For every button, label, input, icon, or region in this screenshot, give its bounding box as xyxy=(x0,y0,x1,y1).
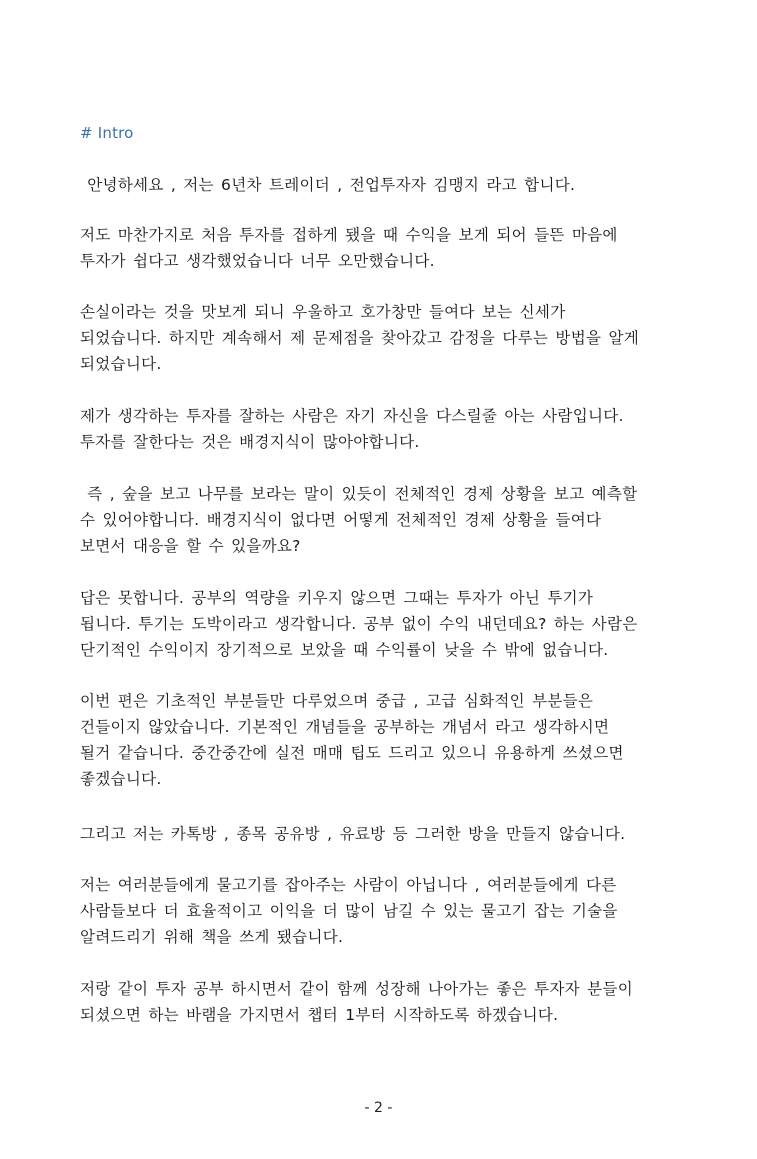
paragraph-closing xyxy=(80,976,700,1028)
text-line: 그리고 저는 카톡방 , 종목 공유방 , 유료방 등 그러한 방을 만들지 않습니다. xyxy=(80,825,626,843)
text-line: 될거 같습니다. 중간중간에 실전 매매 팁도 드리고 있으니 유용하게 쓰셨으면 xyxy=(80,744,624,762)
text-line: 이번 편은 기초적인 부분들만 다루었으며 중급 , 고급 심화적인 부분들은 xyxy=(80,692,594,710)
text-line: 보면서 대응을 할 수 있을까요? xyxy=(80,537,301,555)
text-line: 되었습니다. xyxy=(80,355,162,373)
text-line: 저는 여러분들에게 물고기를 잡아주는 사람이 아닙니다 , 여러분들에게 다른 xyxy=(80,876,617,894)
text-line: 알려드리기 위해 책을 쓰게 됐습니다. xyxy=(80,928,344,946)
text-line: 되었습니다. 하지만 계속해서 제 문제점을 찾아갔고 감정을 다루는 방법을 알게 xyxy=(80,329,640,347)
section-heading: # Intro xyxy=(80,124,134,142)
text-line: 사람들보다 더 효율적이고 이익을 더 많이 남길 수 있는 물고기 잡는 기술을 xyxy=(80,902,618,920)
paragraph-good-investor xyxy=(80,403,700,455)
text-line: 좋겠습니다. xyxy=(80,770,162,788)
text-line: 저랑 같이 투자 공부 하시면서 같이 함께 성장해 나아가는 좋은 투자자 분들이 xyxy=(80,980,633,998)
text-line: 투자가 쉽다고 생각했었습니다 너무 오만했습니다. xyxy=(80,252,435,270)
paragraph-first-experience xyxy=(80,222,700,274)
text-line: 저도 마찬가지로 처음 투자를 접하게 됐을 때 수익을 보게 되어 들뜬 마음에 xyxy=(80,226,618,244)
text-line: 투자를 잘한다는 것은 배경지식이 많아야합니다. xyxy=(80,433,420,451)
text-line: 건들이지 않았습니다. 기본적인 개념들을 공부하는 개념서 라고 생각하시면 xyxy=(80,718,610,736)
paragraph-greeting xyxy=(80,172,700,198)
text-line: 단기적인 수익이지 장기적으로 보았을 때 수익률이 낮을 수 밖에 없습니다. xyxy=(80,641,609,659)
paragraph-speculation xyxy=(80,585,700,663)
paragraph-fishing xyxy=(80,872,700,950)
text-line: 수 있어야합니다. 배경지식이 없다면 어떻게 전체적인 경제 상황을 들여다 xyxy=(80,511,602,529)
paragraph-loss xyxy=(80,299,700,377)
text-line: 안녕하세요 , 저는 6년차 트레이더 , 전업투자자 김맹지 라고 합니다. xyxy=(80,176,576,194)
page-number: - 2 - xyxy=(364,1100,393,1116)
text-line: 됩니다. 투기는 도박이라고 생각합니다. 공부 없이 수익 내던데요? 하는 사람은 xyxy=(80,615,638,633)
text-line: 손실이라는 것을 맛보게 되니 우울하고 호가창만 들여다 보는 신세가 xyxy=(80,303,566,321)
text-line: 즉 , 숲을 보고 나무를 보라는 말이 있듯이 전체적인 경제 상황을 보고 예측할 xyxy=(80,485,638,503)
paragraph-no-chatrooms xyxy=(80,821,700,847)
paragraph-forest-and-trees xyxy=(80,481,700,559)
text-line: 되셨으면 하는 바램을 가지면서 챕터 1부터 시작하도록 하겠습니다. xyxy=(80,1006,559,1024)
paragraph-book-scope xyxy=(80,688,700,792)
text-line: 답은 못합니다. 공부의 역량을 키우지 않으면 그때는 투자가 아닌 투기가 xyxy=(80,589,594,607)
text-line: 제가 생각하는 투자를 잘하는 사람은 자기 자신을 다스릴줄 아는 사람입니다. xyxy=(80,407,624,425)
